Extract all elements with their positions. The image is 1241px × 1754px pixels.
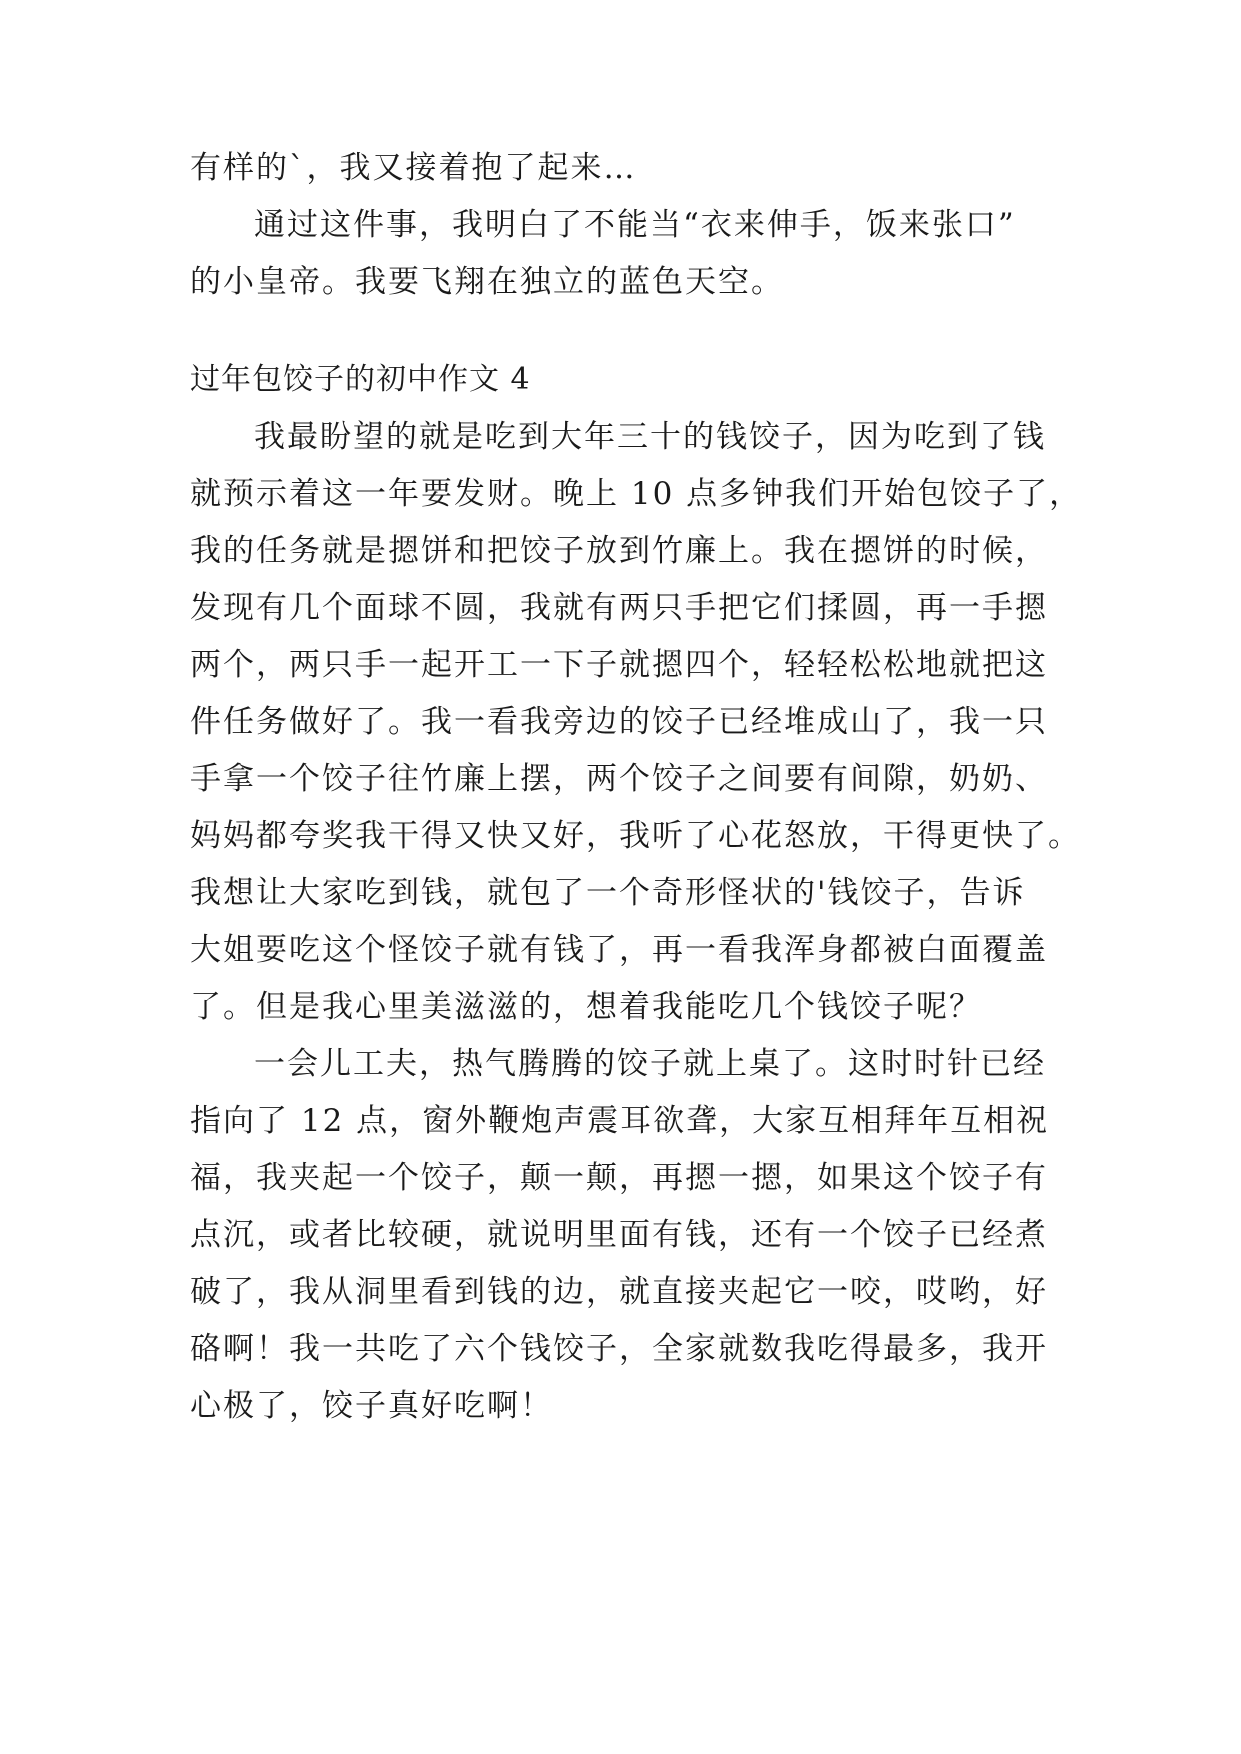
- essay-title: 过年包饺子的初中作文 4: [190, 362, 531, 397]
- para1-line-11: 了。但是我心里美滋滋的，想着我能吃几个钱饺子呢？: [190, 989, 982, 1025]
- para2-line-7: 心极了，饺子真好吃啊！: [190, 1388, 553, 1424]
- para2-line-2: 指向了 12 点，窗外鞭炮声震耳欲聋，大家互相拜年互相祝: [190, 1103, 1050, 1139]
- para1-line-3: 我的任务就是摁饼和把饺子放到竹廉上。我在摁饼的时候，: [190, 533, 1048, 569]
- para1-line-4: 发现有几个面球不圆，我就有两只手把它们揉圆，再一手摁: [190, 590, 1048, 626]
- para1-line-7: 手拿一个饺子往竹廉上摆，两个饺子之间要有间隙，奶奶、: [190, 761, 1048, 797]
- para1-line-2: 就预示着这一年要发财。晚上 10 点多钟我们开始包饺子了，: [190, 476, 1083, 512]
- para2-line-6: 硌啊！我一共吃了六个钱饺子，全家就数我吃得最多，我开: [190, 1331, 1048, 1367]
- prev-essay-line-3: 的小皇帝。我要飞翔在独立的蓝色天空。: [190, 264, 784, 300]
- para1-line-5: 两个，两只手一起开工一下子就摁四个，轻轻松松地就把这: [190, 647, 1048, 683]
- para2-line-4: 点沉，或者比较硬，就说明里面有钱，还有一个饺子已经煮: [190, 1217, 1048, 1253]
- para2-line-1: 一会儿工夫，热气腾腾的饺子就上桌了。这时时针已经: [254, 1046, 1046, 1082]
- para2-line-5: 破了，我从洞里看到钱的边，就直接夹起它一咬，哎哟，好: [190, 1274, 1048, 1310]
- para1-line-1: 我最盼望的就是吃到大年三十的钱饺子，因为吃到了钱: [254, 419, 1046, 455]
- prev-essay-line-1: 有样的`，我又接着抱了起来…: [190, 150, 637, 186]
- para2-line-3: 福，我夹起一个饺子，颠一颠，再摁一摁，如果这个饺子有: [190, 1160, 1048, 1196]
- para1-line-10: 大姐要吃这个怪饺子就有钱了，再一看我浑身都被白面覆盖: [190, 932, 1048, 968]
- prev-essay-line-2: 通过这件事，我明白了不能当“衣来伸手，饭来张口”: [254, 207, 1016, 243]
- para1-line-8: 妈妈都夸奖我干得又快又好，我听了心花怒放，干得更快了。: [190, 818, 1081, 854]
- para1-line-6: 件任务做好了。我一看我旁边的饺子已经堆成山了，我一只: [190, 704, 1048, 740]
- para1-line-9: 我想让大家吃到钱，就包了一个奇形怪状的'钱饺子，告诉: [190, 875, 1026, 911]
